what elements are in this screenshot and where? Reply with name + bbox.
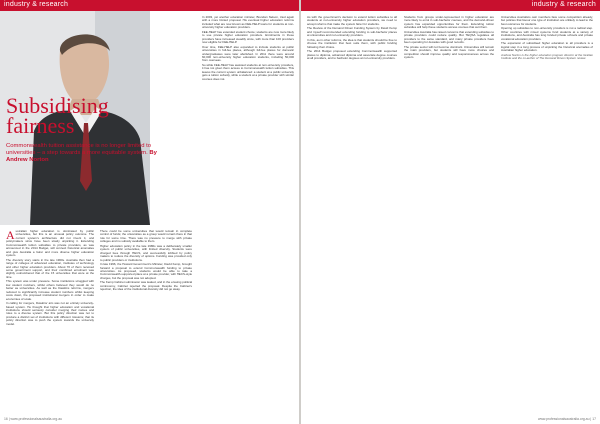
paragraph: This system was under pressure. Some institutions struggled with low student numbers, whilst others believed they would do no better as universities. As well as the Dawkins reforms, mergers reduced to significantly increase student numbers whilst keeping costs down, the proposed institutional mergers in order to make economies of scale. [6, 279, 94, 301]
paragraph: Universities Australia has raised concerns that extending subsidies to private providers could reduce quality. But TEQSA regulates all providers to the same standard, and many private providers have been operating for decades with good records. [404, 29, 494, 45]
paragraph: The Kemp Cabinet submission was leaked, and in the ensuing political controversy, Cabinet rejected the proposal. Despite the Cabinet's rejection, the idea of the institutional diversity did not go away. [100, 280, 192, 292]
paragraph: The 2014 Budget proposed extending Commonwealth supported places to diploma, advanced diploma and associate degree courses at all providers, and to bachelor degrees at non-university providers. [307, 49, 397, 60]
standfirst-text: Commonwealth tuition assistance is no longer limited to universities – a step towards a more equitable system. [6, 143, 152, 156]
paragraph: Universities Australia's own members face some competition already, but policies that favour one type of institution are unlikely to lead to the best outcomes for students. [501, 15, 593, 26]
paragraph: Students from groups under-represented in higher education are more likely to enrol in sub-bachelor courses, and the demand-driven system has expanded opportunities for them. Extending tuition subsidies will help these students access courses that suit them. [404, 15, 494, 30]
paragraph: Over time, FEE-HELP also expanded to include students at public universities in full-fee places, although full-fee places for domestic undergraduates were later abolished. In 2011 there were around 60,000 non-university higher education students, including 50,000 from overseas. [202, 44, 294, 63]
page-folio-right: www.professionalsaustralia.org.au | 17 [538, 417, 596, 421]
paragraph: So while FEE-HELP has assisted students at non-university providers, it has not given them access to Commonwealth tuition subsidies. This leaves the current system unbalanced: a student at a public university gets a tuition subsidy, while a student at a private provider with similar courses does not. [202, 62, 294, 81]
paragraph: FEE-HELP has extended student choice; students are now more likely to use private higher education providers. Enrolments in those providers have increased steadily since, with more than 100 providers now eligible for FEE-HELP. [202, 29, 294, 45]
section-header-bar [0, 0, 299, 11]
paragraph: In this, as in other reforms, the idea is that students should be free to choose the institution that best suits them, with public funding following their choice. [307, 37, 397, 49]
paragraph: The Review of the Demand Driven Funding System by David Kemp and myself recommended extending funding to sub-bachelor places at universities and non-university providers. [307, 26, 397, 38]
paragraph: In late 1996, the Howard Government's Minister, David Kemp, brought forward a proposal to extend Commonwealth funding to private universities. As proposed, students would be able to take a Commonwealth-supported place at a private provider, with HECS-style charges, but the proposal was not adopted. [100, 262, 192, 280]
body-column-6 [501, 16, 593, 61]
paragraph: As with the government's decision to extend tuition subsidies to all students at non-university higher education providers, we need to accept reforms that make the system fairer for students. [307, 15, 397, 26]
section-header-bar [301, 0, 600, 11]
body-column-5 [404, 16, 494, 60]
drop-cap: A [6, 228, 15, 242]
page-folio-left: 16 | www.professionalsaustralia.org.au [4, 417, 62, 421]
body-column-1 [6, 230, 94, 327]
section-label: industry & research [4, 1, 69, 8]
body-column-4 [307, 16, 397, 61]
paragraph: In 2003, yet another education minister, Brendan Nelson, tried again with a more limited proposal. His eventual higher education reforms included what are now known as FEE-HELP loans for students at non-university higher education providers. [202, 15, 294, 30]
article-title: Subsidising fairness [6, 93, 109, 138]
right-page [301, 0, 600, 424]
paragraph: ustralian higher education is dominated by public universities, but this is an unusual policy outcome. The current system's architecture did not invent it, and policymakers since have been slowly unpicking it. Extending Commonwealth tuition subsidies to private providers, as was announced in the 2014 Budget, will connect historical anomalies and give Australia a fairer and more diverse higher education system. [6, 229, 94, 258]
paragraph: Higher education policy in the late 1980s was a deliberately smaller system of public universities, with limited diversity. Students were charged fees through HECS, and successfully lobbied by policy makers to reduce the diversity of options. Funding was provided only to public providers or institutions. [100, 243, 192, 262]
paragraph: In calling for mergers, Dawkins' aim was not an entirely university-based system. He thought that higher education and vocational institutions should seriously consider merging their names and roles to a diverse system. But this policy direction was not to produce a distinct set of institutions with different missions; that its policy direction was to push the system towards the university model. [6, 301, 94, 326]
body-column-3 [202, 16, 294, 82]
paragraph: The expansion of subsidised higher education to all providers is a logical step in a long process of unpicking the historical anomalies of Australian higher education. [501, 41, 593, 53]
byline: By Andrew Norton [6, 150, 157, 163]
author-bio: Andrew Norton is the higher education program director at the Grattan Institute and the co-author of The Demand Driven System review. [501, 52, 593, 60]
body-column-2 [100, 230, 192, 293]
paragraph: Opening up subsidies to non-university providers is not a radical step. Other countries with mixed systems fund students at a variety of institutions, and Australia has long funded private schools and private vocational education providers. [501, 26, 593, 41]
standfirst [6, 143, 161, 164]
section-label: industry & research [531, 1, 596, 8]
paragraph: The private sector will not become dominant. Universities will remain the main providers, but students will have more choices and competition should improve quality and responsiveness across the system. [404, 44, 494, 59]
paragraph: There could be some universities that would remain in complete control of funds; the universities as a group would remain there in that role for some time. There was no pressure to merge with private colleges and no subsidy available to them. [100, 229, 192, 244]
paragraph: The diversity story starts in the late 1960s. Australia then had a range of colleges of advanced education, institutes of technology and other higher education providers. About 70 of them received some government support, and their combined enrolment was slightly outnumbered that of the 15 universities that were at the time. [6, 257, 94, 279]
left-page [0, 0, 299, 424]
